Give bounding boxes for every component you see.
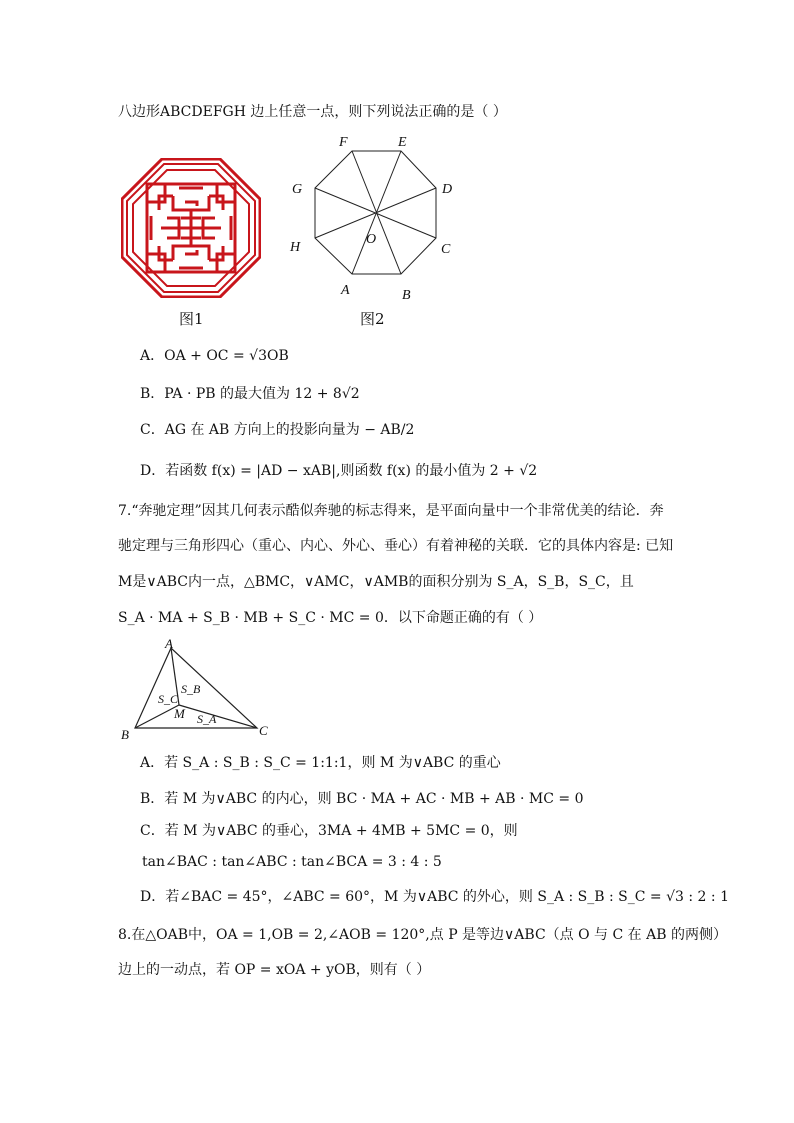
q6-option-d: D．若函数 f(x) = |AD − xAB|,则函数 f(x) 的最小值为 2 + √2: [140, 463, 538, 479]
area-label-sb: S_B: [181, 682, 201, 696]
vertex-label-h: H: [290, 240, 301, 255]
vertex-label-a: A: [341, 283, 350, 298]
triangle-diagram: [118, 634, 278, 744]
q8-line-2: 边上的一动点，若 OP = xOA + yOB，则有（ ）: [118, 962, 431, 978]
lattice-window-image: [121, 158, 261, 298]
vertex-label-f: F: [339, 135, 348, 150]
figure-2-caption: 图2: [360, 310, 385, 328]
vertex-label-e: E: [398, 135, 407, 150]
q7-option-c-continued: tan∠BAC : tan∠ABC : tan∠BCA = 3 : 4 : 5: [142, 854, 442, 870]
vertex-label-d: D: [442, 182, 453, 197]
vertex-label-b: B: [402, 288, 411, 303]
triangle-point-m: M: [174, 706, 185, 721]
q6-option-c: C．AG 在 AB 方向上的投影向量为 − AB/2: [140, 422, 415, 438]
area-label-sa: S_A: [197, 712, 217, 726]
vertex-label-c: C: [441, 242, 451, 257]
triangle-vertex-a: A: [165, 636, 173, 651]
area-label-sc: S_C: [158, 692, 179, 706]
vertex-label-g: G: [292, 182, 303, 197]
q7-line-4: S_A · MA + S_B · MB + S_C · MC = 0．以下命题正确的有（ ）: [118, 610, 543, 626]
center-label-o: O: [366, 232, 377, 247]
q6-option-b: B．PA · PB 的最大值为 12 + 8√2: [140, 386, 360, 402]
q7-option-b: B．若 M 为∨ABC 的内心，则 BC · MA + AC · MB + AB · MC = 0: [140, 791, 584, 807]
q7-option-d: D．若∠BAC = 45°，∠ABC = 60°，M 为∨ABC 的外心，则 S_A : S_B : S_C = √3 : 2 : 1: [140, 889, 729, 905]
q7-option-c: C．若 M 为∨ABC 的垂心，3MA + 4MB + 5MC = 0，则: [140, 823, 518, 839]
q7-line-1: 7.“奔驰定理”因其几何表示酷似奔驰的标志得来，是平面向量中一个非常优美的结论．奔: [118, 503, 664, 519]
question-intro: 八边形ABCDEFGH 边上任意一点，则下列说法正确的是（ ）: [118, 104, 507, 120]
q7-line-3: M是∨ABC内一点，△BMC，∨AMC，∨AMB的面积分别为 S_A，S_B，S_C，且: [118, 574, 634, 590]
triangle-vertex-b: B: [121, 727, 129, 742]
q7-option-a: A．若 S_A : S_B : S_C = 1:1:1，则 M 为∨ABC 的重心: [140, 755, 501, 771]
q7-line-2: 驰定理与三角形四心（重心、内心、外心、垂心）有着神秘的关联．它的具体内容是: 已知: [118, 538, 674, 554]
figure-1-caption: 图1: [179, 310, 204, 328]
q6-option-a: A．OA + OC = √3OB: [140, 348, 289, 364]
q8-line-1: 8.在△OAB中，OA = 1,OB = 2,∠AOB = 120°,点 P 是等边∨ABC（点 O 与 C 在 AB 的两侧）: [118, 927, 727, 943]
octagon-diagram: [286, 135, 456, 305]
triangle-vertex-c: C: [259, 723, 268, 738]
